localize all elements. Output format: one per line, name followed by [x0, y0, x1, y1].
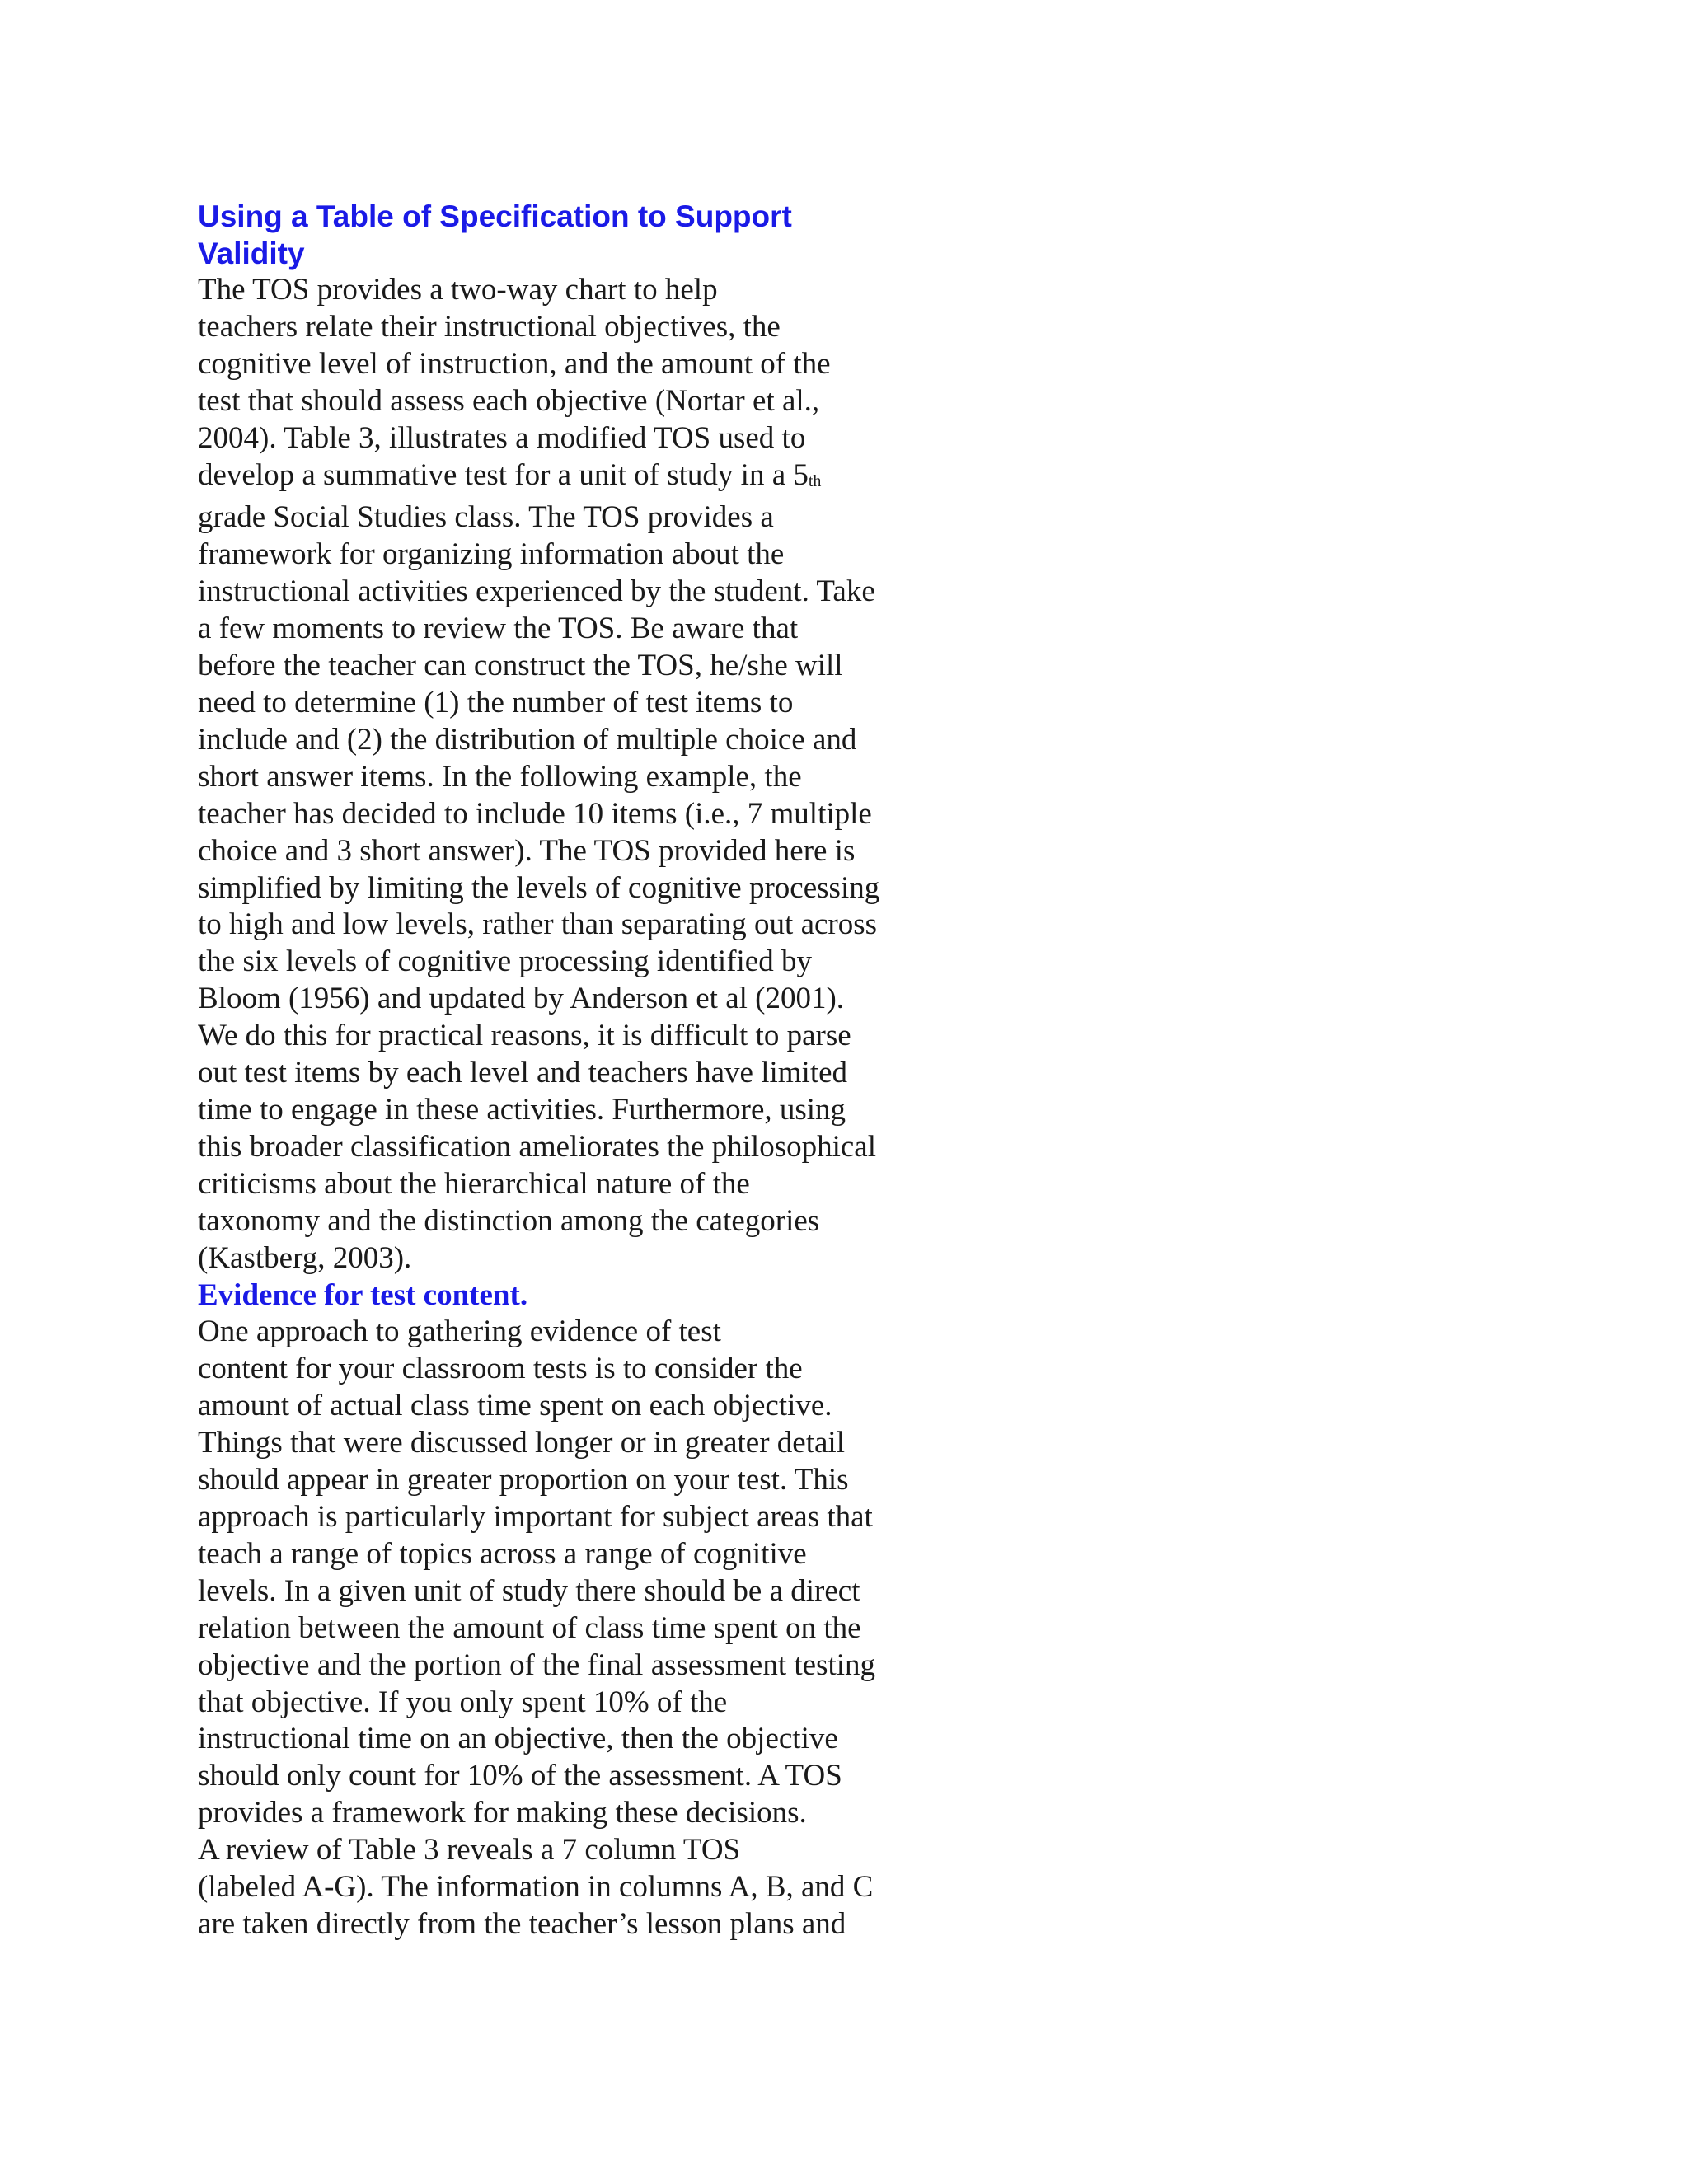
text-line: We do this for practical reasons, it is difficult to parse: [198, 1019, 851, 1053]
text-line: need to determine (1) the number of test items to: [198, 685, 794, 719]
text-line: teach a range of topics across a range of cognitive: [198, 1536, 807, 1571]
text-line: before the teacher can construct the TOS, he/she will: [198, 649, 843, 683]
text-line: (labeled A-G). The information in columns A, B, and C: [198, 1870, 874, 1905]
text-line: One approach to gathering evidence of test: [198, 1315, 721, 1349]
text-line: Bloom (1956) and updated by Anderson et al (2001).: [198, 982, 845, 1016]
text-line: levels. In a given unit of study there should be a direct: [198, 1573, 860, 1608]
paragraph-test-content: [198, 1314, 923, 1832]
text-line: content for your classroom tests is to consider the: [198, 1352, 803, 1386]
text-line: Things that were discussed longer or in greater detail: [198, 1426, 845, 1460]
text-line: 2004). Table 3, illustrates a modified TOS used to: [198, 420, 806, 455]
text-line: that objective. If you only spent 10% of the: [198, 1685, 728, 1719]
text-line: teachers relate their instructional objectives, the: [198, 309, 781, 344]
text-line: short answer items. In the following example, the: [198, 759, 802, 794]
text-line: framework for organizing information about the: [198, 537, 785, 572]
heading-line: Validity: [198, 237, 305, 270]
text-line: time to engage in these activities. Furthermore, using: [198, 1092, 846, 1127]
text-line: instructional time on an objective, then the objective: [198, 1722, 838, 1756]
document-content: [198, 198, 923, 1943]
paragraph-tos-intro: [198, 272, 923, 1277]
text-line: a few moments to review the TOS. Be aware that: [198, 612, 799, 646]
text-line: relation between the amount of class time spent on the: [198, 1610, 861, 1645]
text-line: simplified by limiting the levels of cognitive processing: [198, 870, 880, 905]
text-line: choice and 3 short answer). The TOS provided here is: [198, 833, 856, 868]
text-line: objective and the portion of the final assessment testing: [198, 1647, 876, 1682]
subsection-heading: Evidence for test content.: [198, 1278, 528, 1313]
section-heading: [198, 198, 923, 272]
text-line: instructional activities experienced by the student. Take: [198, 574, 875, 609]
text-line: to high and low levels, rather than separating out across: [198, 907, 878, 942]
text-line: criticisms about the hierarchical nature of the: [198, 1166, 750, 1201]
text-line: teacher has decided to include 10 items (i.e., 7 multiple: [198, 796, 872, 831]
ordinal-suffix: th: [808, 471, 822, 490]
text-line: taxonomy and the distinction among the categories: [198, 1203, 820, 1238]
text-line: the six levels of cognitive processing identified by: [198, 944, 812, 979]
text-line: grade Social Studies class. The TOS provides a: [198, 500, 774, 535]
heading-line: Using a Table of Specification to Support: [198, 199, 792, 233]
text-line: this broader classification ameliorates the philosophical: [198, 1129, 876, 1164]
text-line: [198, 457, 923, 500]
text-line: include and (2) the distribution of multiple choice and: [198, 722, 857, 757]
text-line: out test items by each level and teachers have limited: [198, 1056, 848, 1090]
text-line: provides a framework for making these decisions.: [198, 1796, 807, 1830]
paragraph-table-review: [198, 1832, 923, 1943]
text-line: should only count for 10% of the assessment. A TOS: [198, 1759, 842, 1793]
text-line: (Kastberg, 2003).: [198, 1240, 412, 1275]
text-line: The TOS provides a two-way chart to help: [198, 273, 718, 307]
text-line: amount of actual class time spent on each objective.: [198, 1389, 832, 1423]
text-line: test that should assess each objective (Nortar et al.,: [198, 383, 820, 418]
text-segment: develop a summative test for a unit of study in a 5: [198, 457, 809, 492]
text-line: cognitive level of instruction, and the amount of the: [198, 346, 831, 381]
text-line: should appear in greater proportion on your test. This: [198, 1463, 849, 1497]
text-line: are taken directly from the teacher’s lesson plans and: [198, 1906, 846, 1941]
text-line: approach is particularly important for subject areas that: [198, 1500, 873, 1534]
text-line: A review of Table 3 reveals a 7 column TOS: [198, 1833, 741, 1868]
